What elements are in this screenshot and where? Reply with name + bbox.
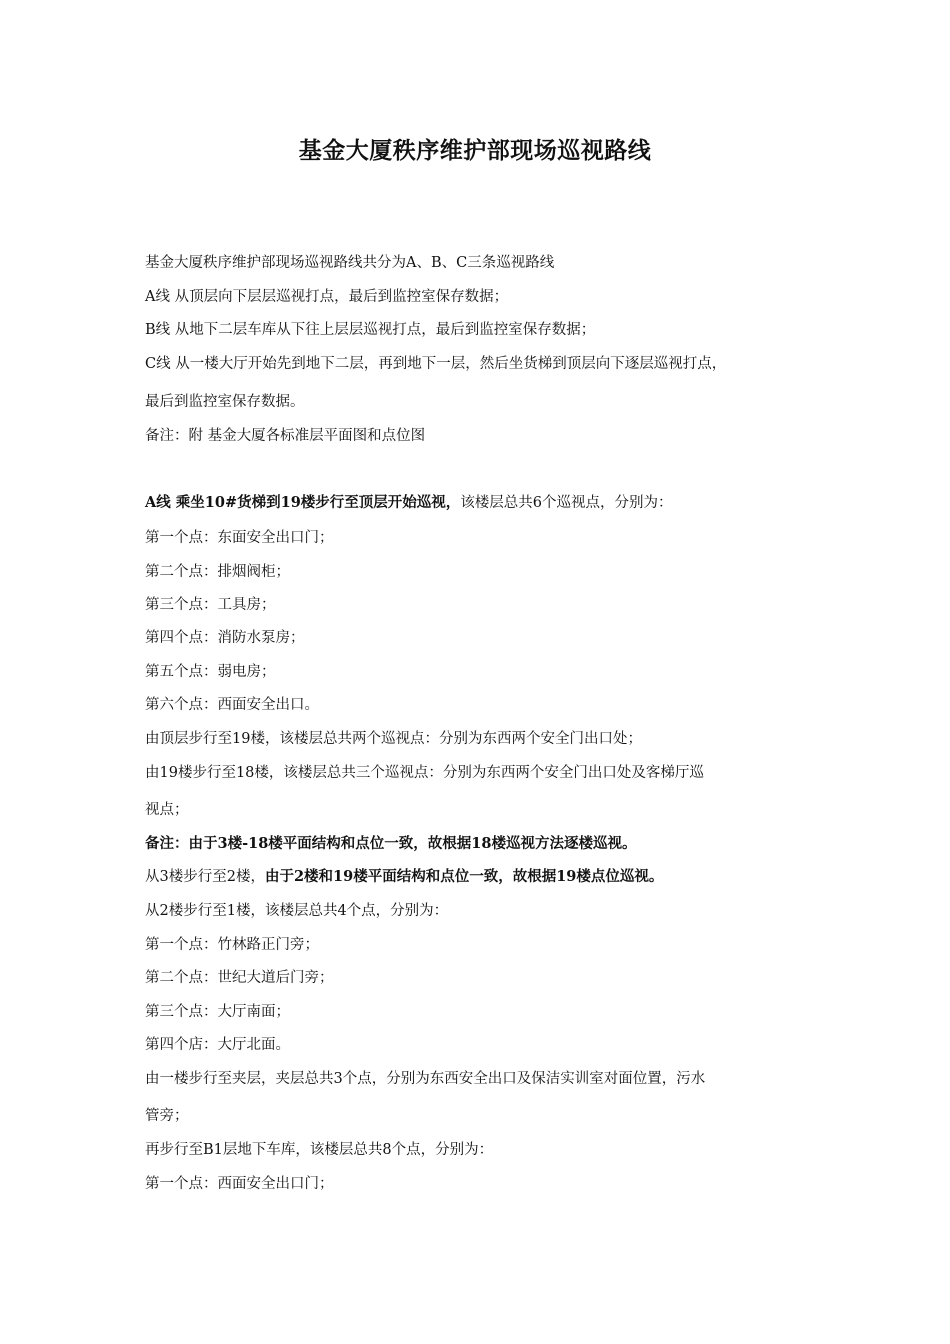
document-title: 基金大厦秩序维护部现场巡视路线 [298,137,652,164]
floor19-text: 由顶层步行至19楼，该楼层总共两个巡视点：分别为东西两个安全门出口处； [145,731,642,747]
floor1-point: 第三个点：大厅南面； [145,1004,290,1020]
intro-summary: 基金大厦秩序维护部现场巡视路线共分为A、B、C三条巡视路线 [145,255,555,271]
intro-line-c-cont: 最后到监控室保存数据。 [145,394,305,410]
top-point: 第一个点：东面安全出口门； [145,530,334,546]
floor18-text: 由19楼步行至18楼，该楼层总共三个巡视点：分别为东西两个安全门出口处及客梯厅巡 [145,765,704,781]
floor1-point: 第一个点：竹林路正门旁； [145,937,319,953]
floor18-text-cont: 视点； [145,802,189,818]
route-a-heading-rest: 该楼层总共6个巡视点，分别为： [460,495,673,511]
top-point: 第三个点：工具房； [145,597,276,613]
top-point: 第五个点：弱电房； [145,664,276,680]
b1-point: 第一个点：西面安全出口门； [145,1176,334,1192]
floor2-text [145,867,825,887]
route-a-heading-bold: A线 乘坐10#货梯到19楼步行至顶层开始巡视， [145,494,461,511]
floor1-point: 第二个点：世纪大道后门旁； [145,970,334,986]
intro-line-b: B线 从地下二层车库从下往上层层巡视打点，最后到监控室保存数据； [145,322,596,338]
intro-line-a: A线 从顶层向下层层巡视打点，最后到监控室保存数据； [145,289,509,305]
floor1-text: 从2楼步行至1楼，该楼层总共4个点，分别为： [145,903,449,919]
floor1-point: 第四个店：大厅北面。 [145,1037,290,1053]
top-point: 第六个点：西面安全出口。 [145,697,319,713]
mezzanine-text: 由一楼步行至夹层，夹层总共3个点，分别为东西安全出口及保洁实训室对面位置，污水 [145,1071,706,1087]
mezzanine-text-cont: 管旁； [145,1108,189,1124]
top-point: 第二个点：排烟阀柜； [145,564,290,580]
note-3-18: 备注：由于3楼-18楼平面结构和点位一致，故根据18楼巡视方法逐楼巡视。 [145,835,637,852]
top-point: 第四个点：消防水泵房； [145,630,305,646]
intro-line-c: C线 从一楼大厅开始先到地下二层，再到地下一层，然后坐货梯到顶层向下逐层巡视打点， [145,356,727,372]
b1-text: 再步行至B1层地下车库，该楼层总共8个点，分别为： [145,1142,494,1158]
route-a-heading [145,493,825,513]
floor2-bold: 由于2楼和19楼平面结构和点位一致，故根据19楼点位巡视。 [264,868,664,885]
intro-note: 备注：附 基金大厦各标准层平面图和点位图 [145,428,426,444]
floor2-plain: 从3楼步行至2楼， [145,869,265,885]
